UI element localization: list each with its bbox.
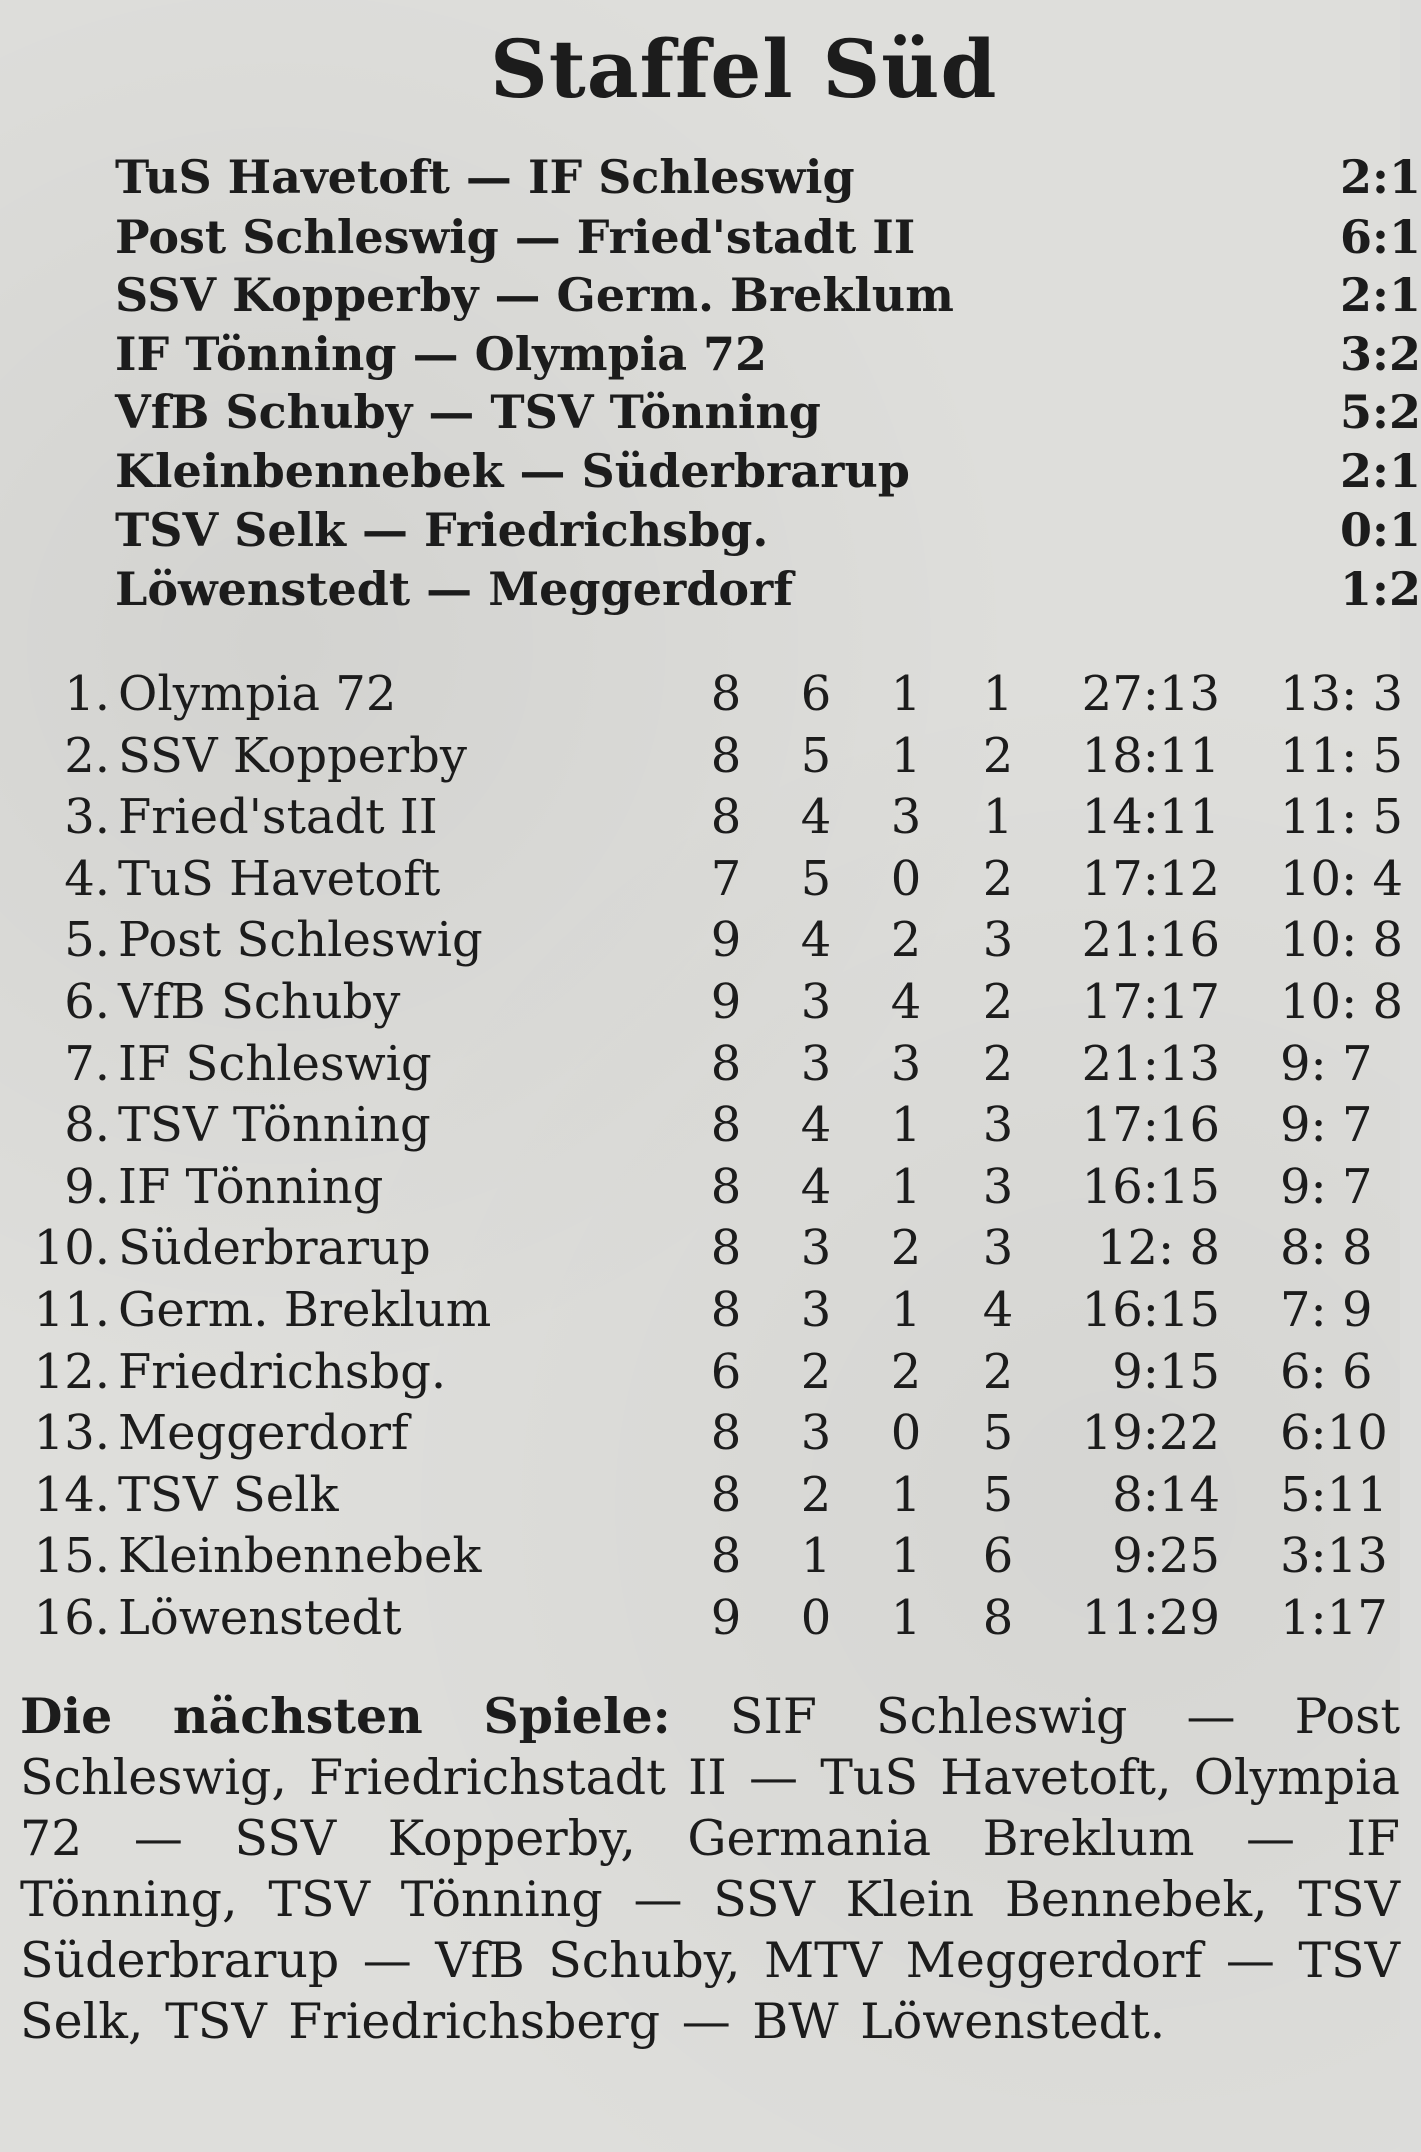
standing-lost: 2 (982, 727, 1014, 784)
standing-rank: 6. (64, 974, 110, 1030)
standing-won: 4 (800, 912, 832, 969)
standing-played: 9 (710, 974, 742, 1030)
standing-won: 3 (800, 1282, 832, 1338)
standing-won: 3 (800, 974, 832, 1030)
standing-goals: 9:25 (1112, 1528, 1220, 1585)
standing-lost: 1 (982, 666, 1014, 722)
result-score: 0:1 (1340, 503, 1421, 557)
next-games-paragraph (20, 1686, 1400, 2052)
standing-drawn: 3 (890, 789, 922, 846)
next-games-heading: Die nächsten Spiele: (20, 1687, 671, 1745)
standing-points: 10: 8 (1280, 974, 1404, 1030)
standing-won: 4 (800, 1158, 832, 1215)
standing-goals: 12: 8 (1096, 1220, 1220, 1277)
standing-team: Post Schleswig (118, 912, 483, 969)
standing-won: 6 (800, 666, 832, 722)
standing-goals: 19:22 (1081, 1405, 1220, 1462)
result-match: SSV Kopperby — Germ. Breklum (115, 268, 954, 322)
standing-lost: 5 (982, 1405, 1014, 1462)
standing-lost: 3 (982, 1097, 1014, 1154)
result-score: 3:2 (1340, 327, 1421, 381)
result-match: TuS Havetoft — IF Schleswig (115, 150, 855, 204)
standing-played: 8 (710, 1528, 742, 1585)
standing-played: 8 (710, 1220, 742, 1277)
standing-rank: 10. (33, 1220, 110, 1277)
standing-won: 4 (800, 789, 832, 846)
standing-drawn: 1 (890, 1528, 922, 1585)
standing-goals: 17:17 (1081, 974, 1220, 1030)
standing-rank: 9. (64, 1158, 110, 1215)
standing-played: 8 (710, 1035, 742, 1092)
standing-lost: 2 (982, 974, 1014, 1030)
standing-drawn: 1 (890, 666, 922, 722)
result-match: VfB Schuby — TSV Tönning (115, 385, 821, 439)
standing-rank: 7. (64, 1035, 110, 1092)
standing-team: Kleinbennebek (118, 1528, 482, 1585)
standing-drawn: 2 (890, 1343, 922, 1400)
result-score: 1:2 (1340, 562, 1421, 616)
standing-team: VfB Schuby (118, 974, 401, 1030)
standing-played: 6 (710, 1343, 742, 1400)
standing-points: 11: 5 (1280, 789, 1404, 846)
standing-rank: 5. (64, 912, 110, 969)
result-score: 5:2 (1340, 385, 1421, 439)
standing-drawn: 4 (890, 974, 922, 1030)
standing-team: Fried'stadt II (118, 789, 438, 846)
standing-lost: 5 (982, 1466, 1014, 1523)
standing-rank: 15. (33, 1528, 110, 1585)
standing-team: Germ. Breklum (118, 1282, 492, 1338)
standing-lost: 2 (982, 1343, 1014, 1400)
standing-goals: 21:16 (1081, 912, 1220, 969)
standing-drawn: 1 (890, 1466, 922, 1523)
standing-played: 8 (710, 1158, 742, 1215)
standing-goals: 18:11 (1081, 727, 1220, 784)
standing-points: 8: 8 (1280, 1220, 1373, 1277)
standing-points: 6: 6 (1280, 1343, 1373, 1400)
standing-drawn: 2 (890, 912, 922, 969)
standing-points: 5:11 (1280, 1466, 1388, 1523)
standing-drawn: 3 (890, 1035, 922, 1092)
result-score: 6:1 (1340, 210, 1421, 264)
standing-points: 6:10 (1280, 1405, 1388, 1462)
standing-rank: 1. (64, 666, 110, 722)
standing-team: IF Schleswig (118, 1035, 432, 1092)
result-match: TSV Selk — Friedrichsbg. (115, 503, 769, 557)
standing-rank: 11. (33, 1282, 110, 1338)
standing-points: 10: 4 (1280, 850, 1404, 907)
standing-lost: 2 (982, 1035, 1014, 1092)
standing-drawn: 0 (890, 1405, 922, 1462)
standing-points: 9: 7 (1280, 1035, 1373, 1092)
result-score: 2:1 (1340, 150, 1421, 204)
standing-lost: 3 (982, 912, 1014, 969)
standing-team: Süderbrarup (118, 1220, 431, 1277)
standing-drawn: 0 (890, 850, 922, 907)
result-match: Post Schleswig — Fried'stadt II (115, 210, 916, 264)
standing-points: 13: 3 (1280, 666, 1404, 722)
standing-played: 8 (710, 666, 742, 722)
standing-played: 8 (710, 727, 742, 784)
standing-lost: 8 (982, 1590, 1014, 1646)
standing-team: Meggerdorf (118, 1405, 409, 1462)
result-match: Löwenstedt — Meggerdorf (115, 562, 794, 616)
standing-goals: 11:29 (1081, 1590, 1220, 1646)
standing-won: 5 (800, 850, 832, 907)
standing-won: 3 (800, 1035, 832, 1092)
standing-points: 9: 7 (1280, 1158, 1373, 1215)
standing-lost: 6 (982, 1528, 1014, 1585)
result-score: 2:1 (1340, 444, 1421, 498)
standing-points: 11: 5 (1280, 727, 1404, 784)
next-games-text: SIF Schleswig — Post Schleswig, Friedrichstadt II — TuS Havetoft, Olympia 72 — SSV Kopperby, Germania Breklum — IF Tönning, TSV Tönning — SSV Klein Bennebek, TSV Süderbrarup — VfB Schuby, MTV Meggerdorf — TSV Selk, TSV Friedrichsberg — BW Löwenstedt. (20, 1688, 1401, 2050)
standing-team: Löwenstedt (118, 1590, 402, 1646)
standing-played: 8 (710, 1097, 742, 1154)
standing-rank: 13. (33, 1405, 110, 1462)
standing-goals: 9:15 (1112, 1343, 1220, 1400)
standing-rank: 14. (33, 1466, 110, 1523)
standing-rank: 3. (64, 789, 110, 846)
standing-goals: 17:16 (1081, 1097, 1220, 1154)
standing-points: 9: 7 (1280, 1097, 1373, 1154)
standing-drawn: 1 (890, 1590, 922, 1646)
standing-drawn: 1 (890, 1282, 922, 1338)
standing-goals: 21:13 (1081, 1035, 1220, 1092)
standing-drawn: 1 (890, 1158, 922, 1215)
standing-played: 7 (710, 850, 742, 907)
result-match: IF Tönning — Olympia 72 (115, 327, 768, 381)
standing-team: TSV Selk (118, 1466, 339, 1523)
standing-rank: 8. (64, 1097, 110, 1154)
standing-played: 9 (710, 1590, 742, 1646)
standing-goals: 14:11 (1081, 789, 1220, 846)
result-score: 2:1 (1340, 268, 1421, 322)
standing-goals: 16:15 (1081, 1158, 1220, 1215)
standing-points: 3:13 (1280, 1528, 1388, 1585)
standing-played: 9 (710, 912, 742, 969)
standing-team: TuS Havetoft (118, 850, 441, 907)
standing-goals: 16:15 (1081, 1282, 1220, 1338)
standing-team: IF Tönning (118, 1158, 384, 1215)
standing-lost: 1 (982, 789, 1014, 846)
standing-goals: 17:12 (1081, 850, 1220, 907)
standing-goals: 8:14 (1112, 1466, 1220, 1523)
standing-rank: 2. (64, 727, 110, 784)
standing-played: 8 (710, 1282, 742, 1338)
standing-lost: 3 (982, 1158, 1014, 1215)
standing-team: SSV Kopperby (118, 727, 467, 784)
page-title: Staffel Süd (490, 22, 998, 116)
standing-lost: 4 (982, 1282, 1014, 1338)
standing-won: 2 (800, 1466, 832, 1523)
standing-goals: 27:13 (1081, 666, 1220, 722)
standing-team: TSV Tönning (118, 1097, 431, 1154)
standing-won: 4 (800, 1097, 832, 1154)
standing-drawn: 1 (890, 1097, 922, 1154)
standing-points: 7: 9 (1280, 1282, 1373, 1338)
standing-points: 10: 8 (1280, 912, 1404, 969)
standing-lost: 2 (982, 850, 1014, 907)
standing-won: 0 (800, 1590, 832, 1646)
standing-drawn: 1 (890, 727, 922, 784)
result-match: Kleinbennebek — Süderbrarup (115, 444, 910, 498)
standing-team: Olympia 72 (118, 666, 397, 722)
standing-rank: 16. (33, 1590, 110, 1646)
standing-won: 3 (800, 1405, 832, 1462)
standing-lost: 3 (982, 1220, 1014, 1277)
standing-won: 1 (800, 1528, 832, 1585)
standing-team: Friedrichsbg. (118, 1343, 447, 1400)
standing-won: 5 (800, 727, 832, 784)
standing-rank: 4. (64, 850, 110, 907)
standing-played: 8 (710, 789, 742, 846)
standing-won: 3 (800, 1220, 832, 1277)
standing-rank: 12. (33, 1343, 110, 1400)
standing-drawn: 2 (890, 1220, 922, 1277)
standing-points: 1:17 (1280, 1590, 1388, 1646)
standing-won: 2 (800, 1343, 832, 1400)
standing-played: 8 (710, 1466, 742, 1523)
standing-played: 8 (710, 1405, 742, 1462)
